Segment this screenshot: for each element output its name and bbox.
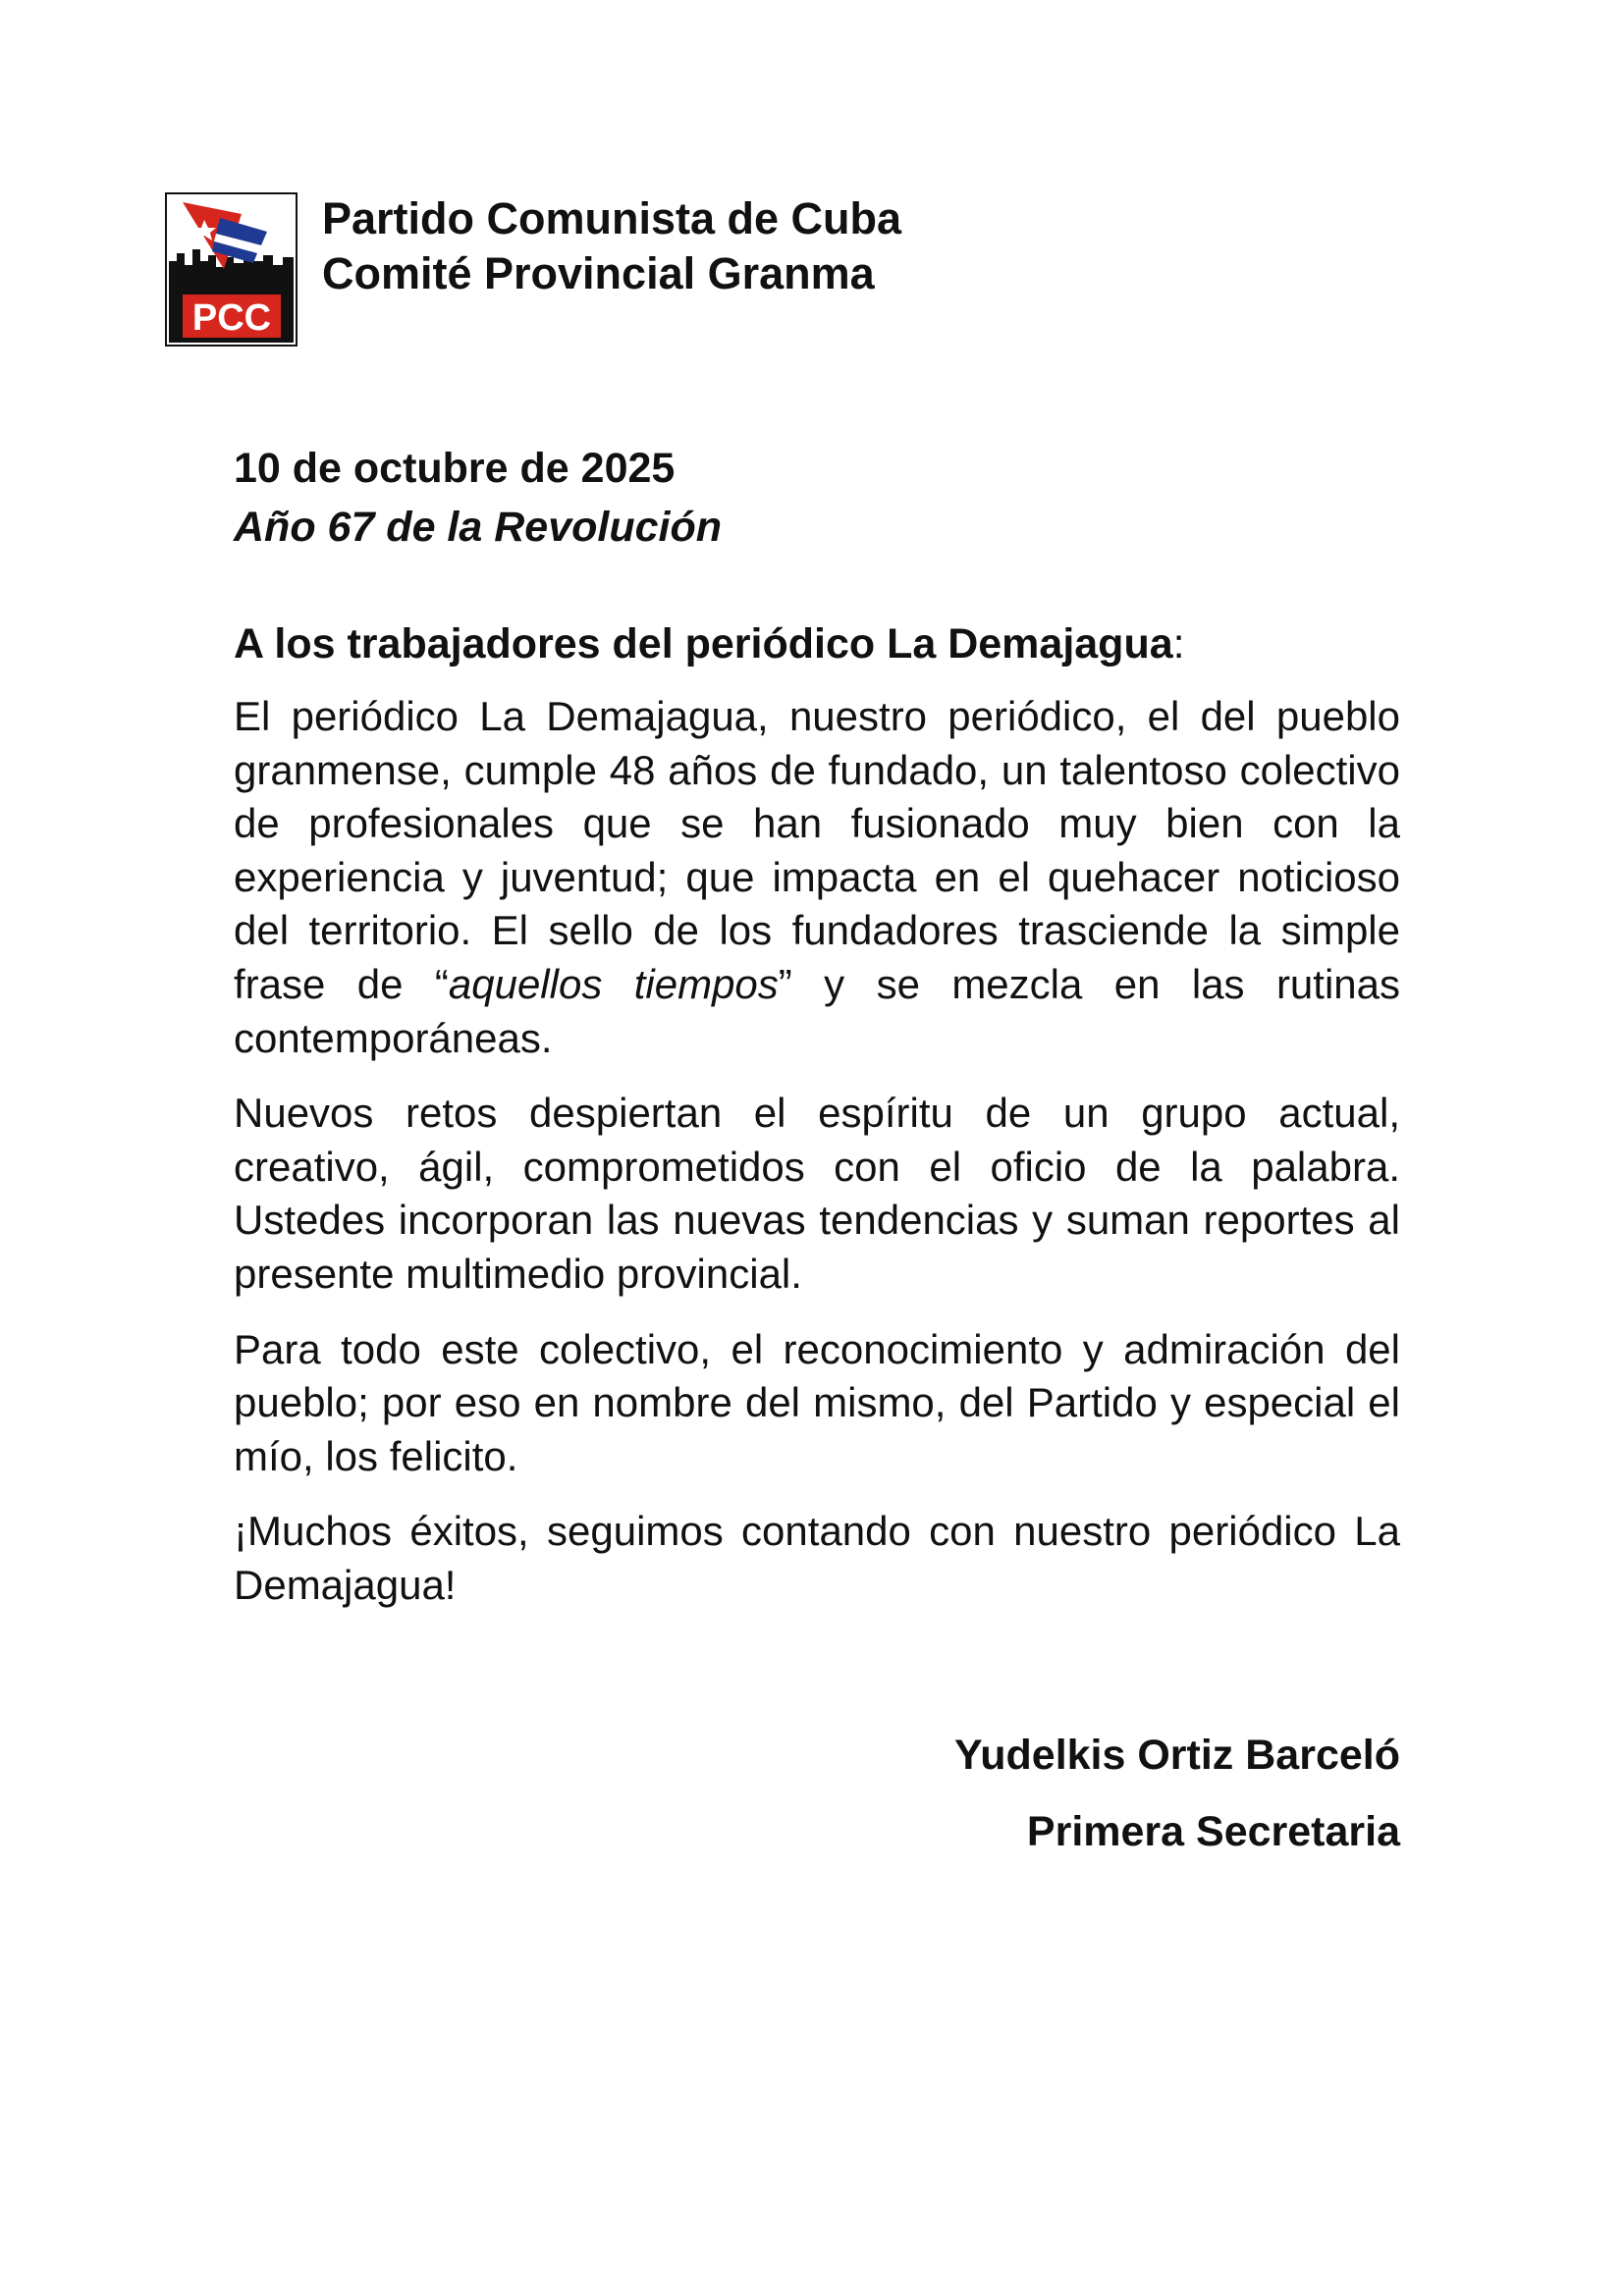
org-committee: Comité Provincial Granma [322, 248, 875, 298]
salutation [234, 616, 1185, 671]
paragraph-2: Nuevos retos despiertan el espíritu de un grupo actual, creativo, ágil, comprometidos con el oficio de la palabra. Ustedes incorporan las nuevas tendencias y suman reportes al presente multimedio provincial. [234, 1090, 1400, 1297]
signature-name: Yudelkis Ortiz Barceló [953, 1732, 1400, 1779]
paragraph-1: El periódico La Demajagua, nuestro periódico, el del pueblo granmense, cumple 48 años de fundado, un talentoso colectivo de profesionales que se han fusionado muy bien con la experiencia y juventud; que impacta en el quehacer noticioso del territorio. El sello de los fundadores trasciende la simple frase de “aquellos tiempos” y se mezcla en las rutinas contemporáneas. [234, 693, 1401, 1061]
salutation-colon: : [1172, 620, 1185, 667]
organization-header [322, 191, 901, 301]
logo-text: PCC [191, 297, 272, 339]
salutation-text: A los trabajadores del periódico La Demajagua [234, 620, 1173, 667]
year-motto: Año 67 de la Revolución [234, 504, 722, 551]
paragraph-4: ¡Muchos éxitos, seguimos contando con nuestro periódico La Demajagua! [234, 1508, 1400, 1608]
org-name: Partido Comunista de Cuba [322, 193, 902, 243]
signature-title: Primera Secretaria [1026, 1808, 1400, 1855]
pcc-logo-icon [165, 192, 298, 347]
date-block [234, 439, 722, 557]
paragraph-3: Para todo este colectivo, el reconocimiento y admiración del pueblo; por eso en nombre del mismo, del Partido y especial el mío, los felicito. [234, 1325, 1400, 1479]
quoted-phrase: aquellos tiempos [448, 960, 779, 1007]
letter-date: 10 de octubre de 2025 [234, 445, 676, 492]
letter-body [234, 690, 1400, 1634]
